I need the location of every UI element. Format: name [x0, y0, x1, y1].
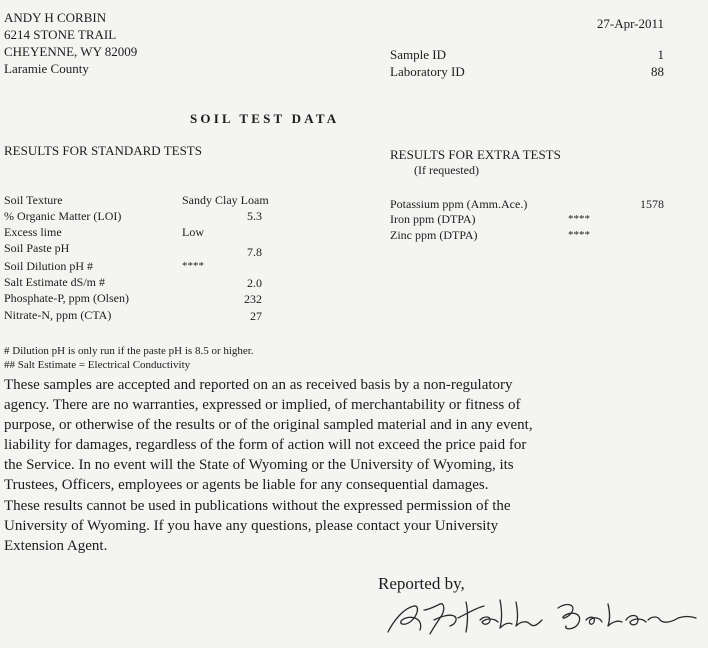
std-label-organic-matter: % Organic Matter (LOI) [4, 209, 122, 223]
footnote-salt: ## Salt Estimate = Electrical Conductivity [4, 359, 191, 371]
recipient-city: CHEYENNE, WY 82009 [4, 44, 138, 59]
sample-id-label: Sample ID [390, 47, 446, 62]
std-label-salt-estimate: Salt Estimate dS/m # [4, 275, 105, 289]
extra-value-potassium: 1578 [640, 197, 664, 211]
recipient-county: Laramie County [4, 61, 89, 76]
std-label-dilution-ph: Soil Dilution pH # [4, 259, 94, 273]
signature-image [380, 580, 700, 640]
extra-label-iron: Iron ppm (DTPA) [390, 212, 476, 226]
extra-tests-heading: RESULTS FOR EXTRA TESTS [390, 147, 561, 162]
lab-id-value: 88 [651, 64, 664, 79]
std-value-dilution-ph: **** [182, 260, 204, 272]
extra-value-zinc: **** [568, 229, 590, 241]
std-value-organic-matter: 5.3 [247, 209, 262, 223]
extra-label-potassium: Potassium ppm (Amm.Ace.) [390, 197, 528, 211]
std-value-phosphate: 232 [244, 292, 262, 306]
extra-label-zinc: Zinc ppm (DTPA) [390, 228, 478, 242]
reported-by-label: Reported by, [378, 574, 465, 593]
lab-id-label: Laboratory ID [390, 64, 465, 79]
std-value-soil-texture: Sandy Clay Loam [182, 193, 269, 207]
std-label-phosphate: Phosphate-P, ppm (Olsen) [4, 291, 129, 305]
standard-tests-heading: RESULTS FOR STANDARD TESTS [4, 143, 202, 158]
extra-value-iron: **** [568, 213, 590, 225]
disclaimer-paragraph: These samples are accepted and reported on an as received basis by a non-regulatory agency. There are no warranties, expressed or implied, of merchantability or fitness of purpose, or otherwise of the results or of the original sampled material and in any event, liability for damages, regardless of the form of action will not exceed the price paid for the Service. In no event will the State of Wyoming or the University of Wyoming, its Trustees, Officers, employees or agents be liable for any consequential damages. These results cannot be used in publications without the expressed permission of the University of Wyoming. If you have any questions, please contact your University Extension Agent. [4, 377, 533, 554]
report-date: 27-Apr-2011 [596, 16, 664, 31]
std-label-soil-texture: Soil Texture [4, 193, 63, 207]
std-label-paste-ph: Soil Paste pH [4, 241, 70, 255]
footnote-dilution: # Dilution pH is only run if the paste pH is 8.5 or higher. [4, 345, 254, 357]
sample-id-value: 1 [657, 47, 664, 62]
std-value-salt-estimate: 2.0 [247, 276, 262, 290]
std-value-paste-ph: 7.8 [247, 245, 262, 259]
std-value-nitrate: 27 [250, 309, 262, 323]
std-label-excess-lime: Excess lime [4, 225, 62, 239]
recipient-street: 6214 STONE TRAIL [4, 27, 117, 42]
extra-tests-subheading: (If requested) [414, 163, 479, 177]
std-value-excess-lime: Low [182, 225, 204, 239]
std-label-nitrate: Nitrate-N, ppm (CTA) [4, 308, 112, 322]
page-title: SOIL TEST DATA [190, 111, 340, 126]
recipient-name: ANDY H CORBIN [4, 10, 107, 25]
